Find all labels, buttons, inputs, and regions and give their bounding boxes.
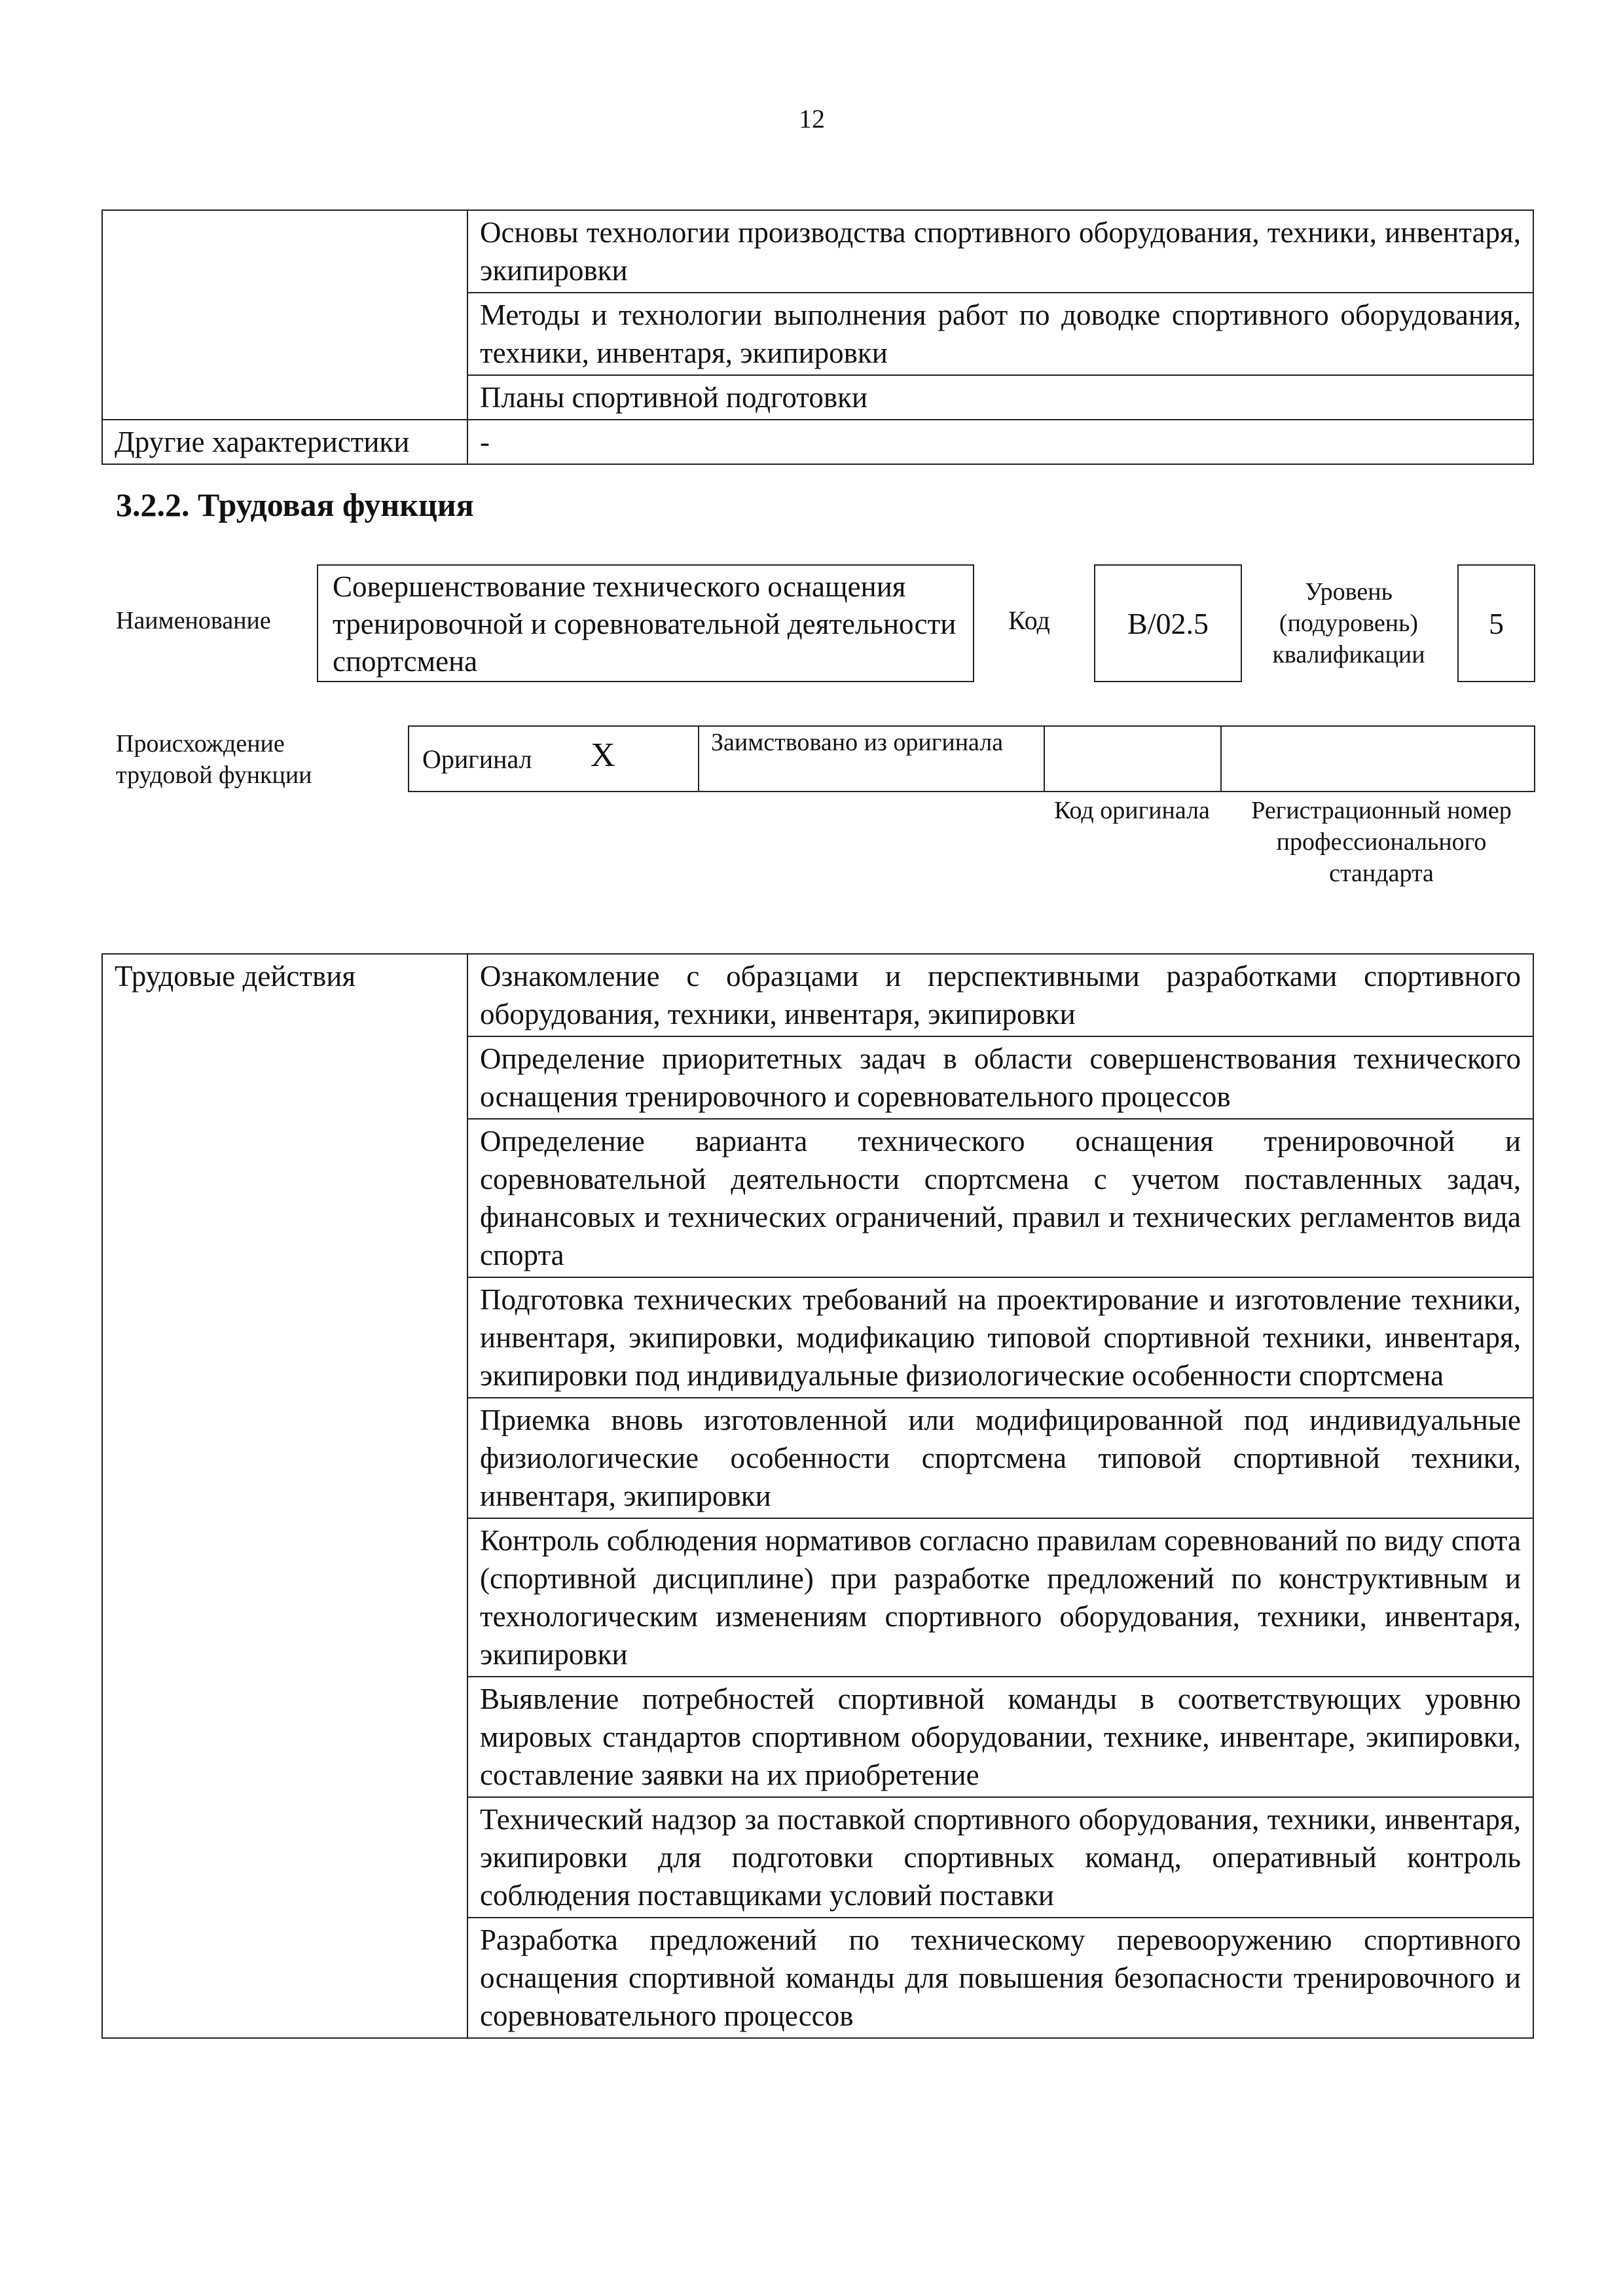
labor-actions-label: Трудовые действия <box>102 954 467 2038</box>
page-number: 12 <box>799 104 825 134</box>
original-mark: X <box>591 737 615 774</box>
section-title: 3.2.2. Трудовая функция <box>116 486 474 523</box>
code-value-box <box>1094 564 1242 682</box>
labor-action-item: Приемка вновь изготовленной или модифицированной под индивидуальные физиологические особенности спортсмена типовой спортивной техники, инвентаря, экипировки <box>467 1398 1533 1518</box>
labor-action-item: Контроль соблюдения нормативов согласно правилам соревнований по виду спота (спортивной дисциплине) при разработке предложений по конструктивным и технологическим изменениям спортивного оборудования, техники, инвентаря, экипировки <box>467 1518 1533 1677</box>
labor-action-item: Определение варианта технического оснащения тренировочной и соревновательной деятельности спортсмена с учетом поставленных задач, финансовых и технических ограничений, правил и технических регламентов вида спорта <box>467 1119 1533 1277</box>
name-label: Наименование <box>116 607 271 634</box>
code-value: B/02.5 <box>1127 606 1209 640</box>
level-value-box <box>1457 564 1535 682</box>
labor-action-item: Выявление потребностей спортивной команды в соответствующих уровню мировых стандартов спортивном оборудовании, технике, инвентаре, экипировки, составление заявки на их приобретение <box>467 1677 1533 1797</box>
code-label: Код <box>1008 606 1050 635</box>
other-characteristics-label: Другие характеристики <box>102 420 467 464</box>
origin-label: Происхождение трудовой функции <box>116 730 312 789</box>
labor-action-item: Определение приоритетных задач в области совершенствования технического оснащения тренировочного и соревновательного процессов <box>467 1036 1533 1119</box>
labor-actions-table <box>101 953 1534 2039</box>
other-characteristics-value: - <box>467 420 1533 464</box>
labor-action-item: Ознакомление с образцами и перспективными разработками спортивного оборудования, техники, инвентаря, экипировки <box>467 954 1533 1036</box>
knowledge-item: Основы технологии производства спортивного оборудования, техники, инвентаря, экипировки <box>467 210 1533 293</box>
empty-label-cell <box>102 210 467 420</box>
level-label: Уровень (подуровень) квалификации <box>1272 578 1425 668</box>
knowledge-table <box>101 210 1534 465</box>
knowledge-item: Методы и технологии выполнения работ по доводке спортивного оборудования, техники, инвентаря, экипировки <box>467 293 1533 375</box>
labor-action-item: Разработка предложений по техническому перевооружению спортивного оснащения спортивной команды для повышения безопасности тренировочного и соревновательного процессов <box>467 1918 1533 2038</box>
level-value: 5 <box>1489 606 1504 640</box>
registration-number-caption: Регистрационный номер профессионального стандарта <box>1251 797 1512 887</box>
labor-action-item: Подготовка технических требований на проектирование и изготовление техники, инвентаря, экипировки, модификацию типовой спортивной техники, инвентаря, экипировки под индивидуальные физиологические особенности спортсмена <box>467 1277 1533 1398</box>
borrowed-label: Заимствовано из оригинала <box>711 729 1004 756</box>
code-original-caption: Код оригинала <box>1054 797 1210 824</box>
knowledge-item: Планы спортивной подготовки <box>467 375 1533 420</box>
labor-action-item: Технический надзор за поставкой спортивного оборудования, техники, инвентаря, экипировки для подготовки спортивных команд, оперативный контроль соблюдения поставщиками условий поставки <box>467 1797 1533 1918</box>
original-label: Оригинал <box>422 744 532 774</box>
function-name-value: Совершенствование технического оснащения тренировочной и соревновательной деятельности спортсмена <box>333 570 957 678</box>
function-name-box <box>317 564 974 682</box>
